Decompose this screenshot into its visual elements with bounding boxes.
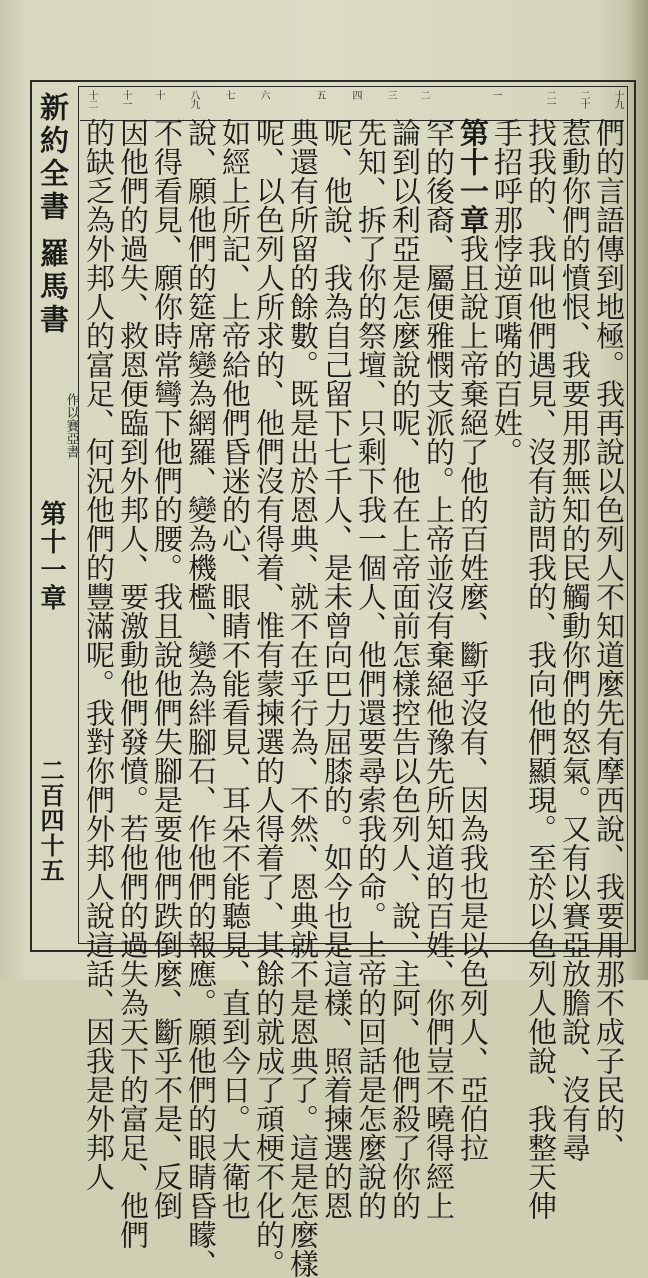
- text-column: 不得看見、願你時常彎下他們的腰。我且說他們失腳是要他們跌倒麼、斷乎不是、反倒: [150, 118, 184, 1220]
- column-number: 七: [223, 90, 234, 99]
- chapter-start: [456, 118, 490, 1162]
- column-number: 一: [490, 90, 501, 99]
- column-number: 十: [153, 90, 164, 99]
- column-number: 五: [314, 90, 325, 99]
- text-column: 因他們的過失、救恩便臨到外邦人、要激動他們發憤。若他們的過失為天下的富足、他們: [116, 118, 150, 1249]
- column-number: 八九: [188, 90, 199, 108]
- page-number: 二百四十五: [36, 758, 65, 883]
- text-column: 論到以利亞是怎麼說的呢、他在上帝面前怎樣控告以色列人、說、主阿、他們殺了你的: [388, 118, 422, 1220]
- text-column: 找我的、我叫他們遇見、沒有訪問我的、我向他們顯現。至於以色列人他說、我整天伸: [524, 118, 558, 1220]
- text-column: 們的言語傳到地極。我再說以色列人不知道麼先有摩西說、我要用那不成子民的、: [592, 118, 626, 1162]
- book-title: 新約全書: [36, 92, 70, 224]
- column-number: 二: [418, 90, 429, 99]
- text-column: 手招呼那悖逆頂嘴的百姓。: [490, 118, 524, 466]
- text-column: 典還有所留的餘數。既是出於恩典、就不在乎行為、不然、恩典就不是恩典了。這是怎麼樣: [286, 118, 320, 1278]
- text-column: 說、願他們的筵席變為網羅、變為機檻、變為絆腳石、作他們的報應。願他們的眼睛昏矇、: [184, 118, 218, 1278]
- author-annotation: 作以賽亞書: [63, 393, 79, 458]
- column-number: 六: [258, 90, 269, 99]
- text-column: 的缺乏為外邦人的富足、何況他們的豐滿呢。我對你們外邦人說這話、因我是外邦人: [82, 118, 116, 1191]
- column-number: 二十: [578, 90, 589, 108]
- column-number: 四: [350, 90, 361, 99]
- text-column: 惹動你們的憤恨、我要用那無知的民觸動你們的怒氣。又有以賽亞放膽說、沒有尋: [558, 118, 592, 1162]
- book-name: 羅馬書: [36, 238, 70, 337]
- text-column: 如經上所記、上帝給他們昏迷的心、眼睛不能看見、耳朵不能聽見、直到今日。大衛也: [218, 118, 252, 1220]
- column-number: 十二: [86, 90, 97, 108]
- text-column: 罕的後裔、屬便雅憫支派的。上帝並沒有棄絕他豫先所知道的百姓、你們豈不曉得經上: [422, 118, 456, 1220]
- column-number: 十一: [120, 90, 131, 108]
- text-column: 我且說上帝棄絕了他的百姓麼、斷乎沒有、因為我也是以色列人、亞伯拉: [456, 234, 490, 1162]
- text-column: 呢、以色列人所求的、他們沒有得着、惟有蒙揀選的人得着了、其餘的就成了頑梗不化的。: [252, 118, 286, 1278]
- page-edge-shadow: [626, 0, 648, 980]
- chapter-heading: 第十一章: [36, 500, 66, 612]
- text-column: 呢、他說、我為自己留下七千人、是未曾向巴力屈膝的。如今也是這樣、照着揀選的恩: [320, 118, 354, 1220]
- column-number: 三: [385, 90, 396, 99]
- column-number: 二一: [544, 90, 555, 108]
- text-column: 先知、拆了你的祭壇、只剩下我一個人、他們還要尋索我的命。上帝的回話是怎麼說的: [354, 118, 388, 1220]
- chapter-label: 第十一章: [456, 118, 490, 234]
- column-number: 十九: [612, 90, 623, 108]
